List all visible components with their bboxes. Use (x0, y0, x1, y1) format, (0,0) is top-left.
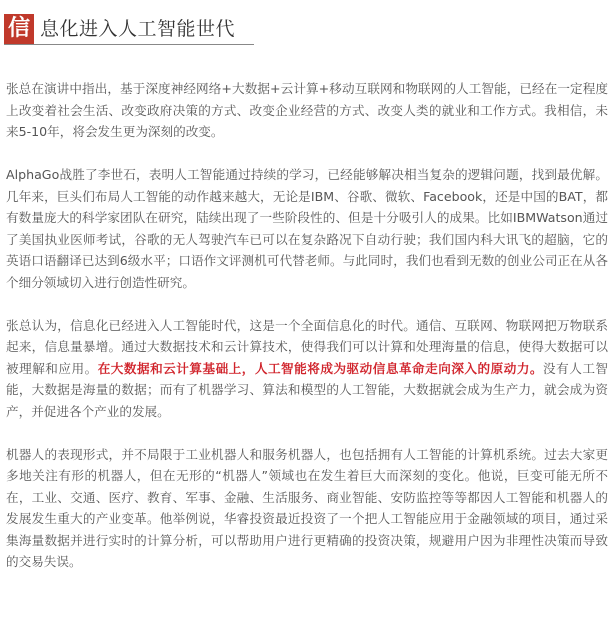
article-body (6, 78, 608, 573)
section-title (4, 14, 235, 44)
paragraph-3 (6, 315, 608, 423)
paragraph-1: 张总在演讲中指出，基于深度神经网络+大数据+云计算+移动互联网和物联网的人工智能，已经在一定程度上改变着社会生活、改变政府决策的方式、改变企业经营的方式、改变人类的就业和工作方式。我相信，未来5-10年，将会发生更为深刻的改变。 (6, 81, 608, 139)
paragraph-3-text-before: 张总认为，信息化已经进入人工智能时代，这是一个全面信息化的时代。通信、互联网、物联网把万物联系起来，信息量暴增。通过大数据技术和云计算技术，使得我们可以计算和处理海量的信息，使得大数据可以被理解和应用。 (6, 317, 608, 376)
paragraph-2: AlphaGo战胜了李世石，表明人工智能通过持续的学习，已经能够解决相当复杂的逻辑问题，找到最优解。几年来，巨头们布局人工智能的动作越来越大，无论是IBM、谷歌、微软、Facebook，还是中国的BAT，都有数量庞大的科学家团队在研究，陆续出现了一些阶段性的、但是十分吸引人的成果。比如IBMWatson通过了美国执业医师考试，谷歌的无人驾驶汽车已可以在复杂路况下自动行驶；我们国内科大讯飞的超脑，它的英语口语翻译已达到6级水平；口语作文评测机可代替老师。与此同时，我们也看到无数的创业公司正在从各个细分领域切入进行创造性研究。 (6, 167, 608, 290)
paragraph-4: 机器人的表现形式，并不局限于工业机器人和服务机器人，也包括拥有人工智能的计算机系统。过去大家更多地关注有形的机器人，但在无形的“机器人”领域也在发生着巨大而深刻的变化。他说，巨变可能无所不在，工业、交通、医疗、教育、军事、金融、生活服务、商业智能、安防监控等等都因人工智能和机器人的发展发生重大的产业变革。他举例说，华睿投资最近投资了一个把人工智能应用于金融领域的项目，通过采集海量数据并进行实时的计算分析，可以帮助用户进行更精确的投资决策，规避用户因为非理性决策而导致的交易失误。 (6, 446, 608, 569)
title-badge: 信 (4, 14, 34, 44)
title-underline (4, 44, 254, 45)
title-text: 息化进入人工智能世代 (40, 18, 236, 40)
paragraph-3-text-after: 没有人工智能，大数据是海量的数据；而有了机器学习、算法和模型的人工智能，大数据就会成为生产力，就会成为资产，并促进各个产业的发展。 (6, 360, 609, 419)
paragraph-3-highlight: 在大数据和云计算基础上，人工智能将成为驱动信息革命走向深入的原动力。 (97, 360, 544, 376)
